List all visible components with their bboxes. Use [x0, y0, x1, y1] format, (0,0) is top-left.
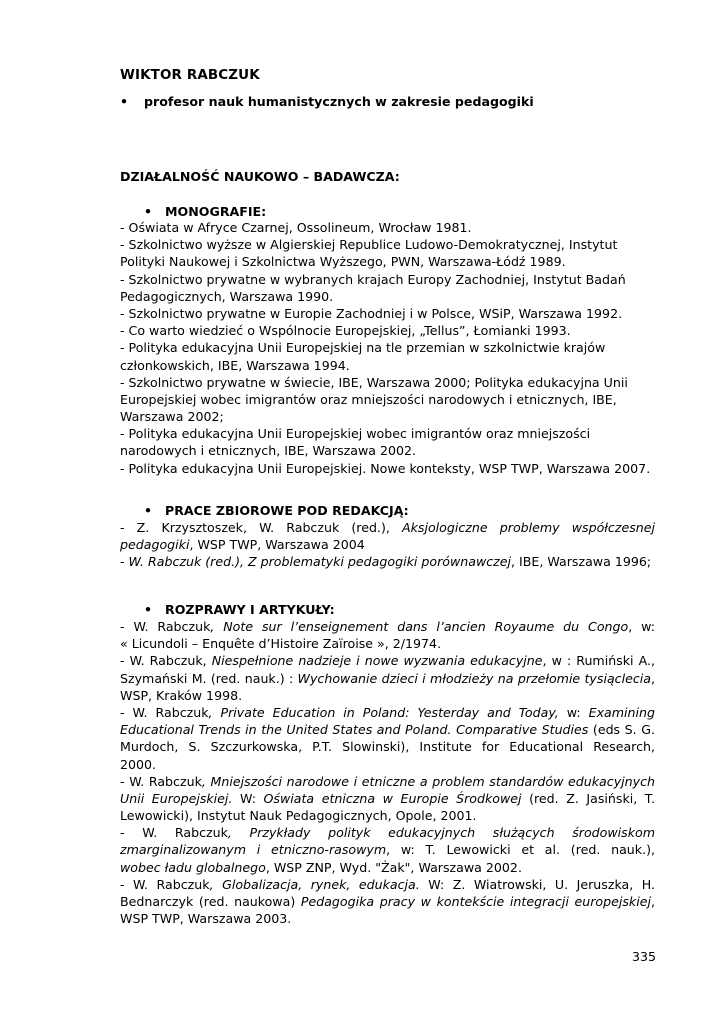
- list-item: Murdoch, S. Szczurkowska, P.T. Slowinski), Institute for Educational Research,: [120, 739, 655, 755]
- list-item: WSP, Kraków 1998.: [120, 687, 243, 703]
- bullet-icon: •: [144, 503, 153, 518]
- monografie-list: [120, 219, 655, 477]
- list-item: zmarginalizowanym i etniczno-rasowym, w: T. Lewowicki et al. (red. nauk.),: [120, 842, 655, 858]
- list-item: - Szkolnictwo prywatne w wybranych krajach Europy Zachodniej, Instytut Badań: [120, 271, 626, 287]
- list-item: członkowskich, IBE, Warszawa 1994.: [120, 357, 350, 373]
- list-item: Warszawa 2002;: [120, 409, 224, 425]
- list-item: Lewowicki), Instytut Nauk Pedagogicznych, Opole, 2001.: [120, 808, 477, 824]
- page-number: 335: [632, 949, 657, 964]
- list-item: - Szkolnictwo prywatne w świecie, IBE, Warszawa 2000; Polityka edukacyjna Unii: [120, 374, 628, 390]
- list-item: - W. Rabczuk, Niespełnione nadzieje i nowe wyzwania edukacyjne, w : Rumiński A.,: [120, 653, 655, 669]
- list-item: - W. Rabczuk, Globalizacja, rynek, edukacja. W: Z. Wiatrowski, U. Jeruszka, H.: [120, 876, 655, 892]
- list-item: - W. Rabczuk, Private Education in Poland: Yesterday and Today, w: Examining: [120, 704, 655, 720]
- list-item: Pedagogicznych, Warszawa 1990.: [120, 288, 334, 304]
- list-item: - W. Rabczuk, Note sur l’enseignement dans l’ancien Royaume du Congo, w:: [120, 619, 655, 634]
- bullet-icon: •: [144, 602, 153, 617]
- list-item: Szymański M. (red. nauk.) : Wychowanie dzieci i młodzieży na przełomie tysiąclecia,: [120, 670, 655, 686]
- list-item: - W. Rabczuk (red.), Z problematyki pedagogiki porównawczej, IBE, Warszawa 1996;: [120, 554, 652, 570]
- list-item: - Szkolnictwo prywatne w Europie Zachodniej i w Polsce, WSiP, Warszawa 1992.: [120, 305, 623, 321]
- rozprawy-list: [120, 618, 655, 927]
- prace-list: [120, 519, 655, 571]
- list-item: Unii Europejskiej. W: Oświata etniczna w Europie Środkowej (red. Z. Jasiński, T.: [120, 790, 655, 806]
- list-item: Polityki Naukowej i Szkolnictwa Wyższego, PWN, Warszawa-Łódź 1989.: [120, 254, 566, 270]
- list-item: - Co warto wiedzieć o Wspólnocie Europejskiej, „Tellus”, Łomianki 1993.: [120, 323, 571, 339]
- list-item: Educational Trends in the United States and Poland. Comparative Studies (eds S. G.: [120, 722, 655, 738]
- list-item: Europejskiej wobec imigrantów oraz mniejszości narodowych i etnicznych, IBE,: [120, 391, 617, 407]
- list-item: - W. Rabczuk, Przykłady polityk edukacyjnych służących środowiskom: [120, 825, 655, 841]
- list-item: pedagogiki, WSP TWP, Warszawa 2004: [120, 537, 365, 553]
- list-item: 2000.: [120, 756, 157, 772]
- list-item: wobec ładu globalnego, WSP ZNP, Wyd. "Żak", Warszawa 2002.: [120, 859, 522, 875]
- list-item: - Szkolnictwo wyższe w Algierskiej Republice Ludowo-Demokratycznej, Instytut: [120, 237, 618, 253]
- list-item: - Oświata w Afryce Czarnej, Ossolineum, Wrocław 1981.: [120, 220, 472, 235]
- list-item: - Z. Krzysztoszek, W. Rabczuk (red.), Aksjologiczne problemy współczesnej: [120, 520, 655, 535]
- list-item: - Polityka edukacyjna Unii Europejskiej na tle przemian w szkolnictwie krajów: [120, 340, 606, 356]
- bullet-icon: •: [144, 204, 153, 219]
- list-item: Bednarczyk (red. naukowa) Pedagogika pracy w kontekście integracji europejskiej,: [120, 894, 655, 909]
- list-item: - W. Rabczuk, Mniejszości narodowe i etniczne a problem standardów edukacyjnych: [120, 773, 655, 789]
- list-item: - Polityka edukacyjna Unii Europejskiej wobec imigrantów oraz mniejszości: [120, 426, 591, 442]
- list-item: « Licundoli – Enquête d’Histoire Zaïroise », 2/1974.: [120, 636, 442, 652]
- author-name: WIKTOR RABCZUK: [120, 67, 260, 83]
- section-heading: DZIAŁALNOŚĆ NAUKOWO – BADAWCZA:: [120, 169, 400, 184]
- bullet-icon: •: [120, 94, 129, 109]
- list-item: narodowych i etnicznych, IBE, Warszawa 2002.: [120, 443, 417, 459]
- author-title-text: profesor nauk humanistycznych w zakresie pedagogiki: [144, 94, 534, 109]
- list-item: WSP TWP, Warszawa 2003.: [120, 911, 292, 927]
- list-item: - Polityka edukacyjna Unii Europejskiej. Nowe konteksty, WSP TWP, Warszawa 2007.: [120, 460, 651, 476]
